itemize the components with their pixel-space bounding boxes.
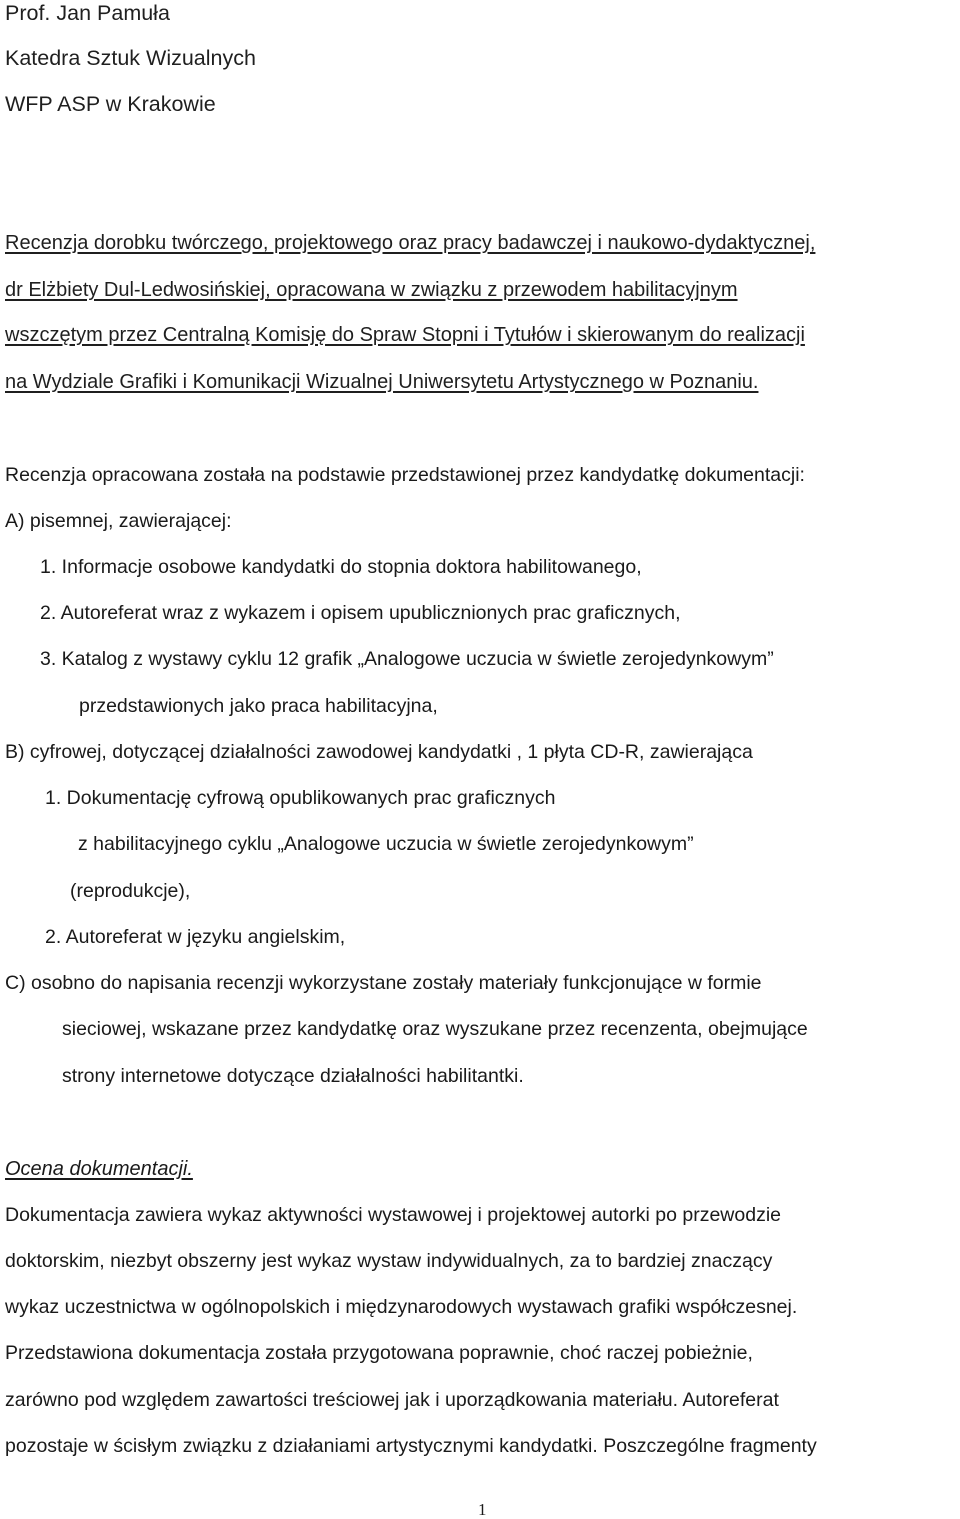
evaluation-line-2: doktorskim, niezbyt obszerny jest wykaz wystaw indywidualnych, za to bardziej znaczący xyxy=(5,1250,773,1272)
intro-line-1: Recenzja dorobku twórczego, projektowego oraz pracy badawczej i naukowo-dydaktycznej, xyxy=(5,232,816,254)
materials-b-item-1: 1. Dokumentację cyfrową opublikowanych prac graficznych xyxy=(45,787,556,809)
materials-a-item-3: 3. Katalog z wystawy cyklu 12 grafik „Analogowe uczucia w świetle zerojedynkowym” xyxy=(40,648,774,670)
materials-a-item-2: 2. Autoreferat wraz z wykazem i opisem upublicznionych prac graficznych, xyxy=(40,602,681,624)
materials-b-item-1-cont-2: (reprodukcje), xyxy=(70,880,191,902)
institution-name: WFP ASP w Krakowie xyxy=(5,92,216,116)
materials-b-item-1-cont-1: z habilitacyjnego cyklu „Analogowe uczucia w świetle zerojedynkowym” xyxy=(78,833,694,855)
materials-b-heading: B) cyfrowej, dotyczącej działalności zawodowej kandydatki , 1 płyta CD-R, zawierająca xyxy=(5,741,753,763)
materials-c-line-2: sieciowej, wskazane przez kandydatkę oraz wyszukane przez recenzenta, obejmujące xyxy=(62,1018,808,1040)
intro-line-2: dr Elżbiety Dul-Ledwosińskiej, opracowana w związku z przewodem habilitacyjnym xyxy=(5,279,738,301)
materials-a-item-3-cont: przedstawionych jako praca habilitacyjna, xyxy=(79,695,438,717)
materials-a-item-1: 1. Informacje osobowe kandydatki do stopnia doktora habilitowanego, xyxy=(40,556,642,578)
intro-line-3: wszczętym przez Centralną Komisję do Spraw Stopni i Tytułów i skierowanym do realizacji xyxy=(5,324,805,346)
evaluation-line-6: pozostaje w ścisłym związku z działaniami artystycznymi kandydatki. Poszczególne fragmenty xyxy=(5,1435,817,1457)
page-number: 1 xyxy=(478,1500,487,1519)
evaluation-line-4: Przedstawiona dokumentacja została przygotowana poprawnie, choć raczej pobieżnie, xyxy=(5,1342,753,1364)
materials-b-item-2: 2. Autoreferat w języku angielskim, xyxy=(45,926,346,948)
materials-a-heading: A) pisemnej, zawierającej: xyxy=(5,510,232,532)
materials-c-line-1: C) osobno do napisania recenzji wykorzystane zostały materiały funkcjonujące w formie xyxy=(5,972,762,994)
evaluation-line-3: wykaz uczestnictwa w ogólnopolskich i międzynarodowych wystawach grafiki współczesnej. xyxy=(5,1296,798,1318)
evaluation-line-5: zarówno pod względem zawartości treściowej jak i uporządkowania materiału. Autoreferat xyxy=(5,1389,779,1411)
evaluation-title: Ocena dokumentacji. xyxy=(5,1158,193,1180)
evaluation-line-1: Dokumentacja zawiera wykaz aktywności wystawowej i projektowej autorki po przewodzie xyxy=(5,1204,781,1226)
author-name: Prof. Jan Pamuła xyxy=(5,1,170,25)
intro-line-4: na Wydziale Grafiki i Komunikacji Wizualnej Uniwersytetu Artystycznego w Poznaniu. xyxy=(5,371,759,393)
materials-lead: Recenzja opracowana została na podstawie przedstawionej przez kandydatkę dokumentacji: xyxy=(5,464,805,486)
materials-c-line-3: strony internetowe dotyczące działalności habilitantki. xyxy=(62,1065,524,1087)
department-name: Katedra Sztuk Wizualnych xyxy=(5,46,256,70)
